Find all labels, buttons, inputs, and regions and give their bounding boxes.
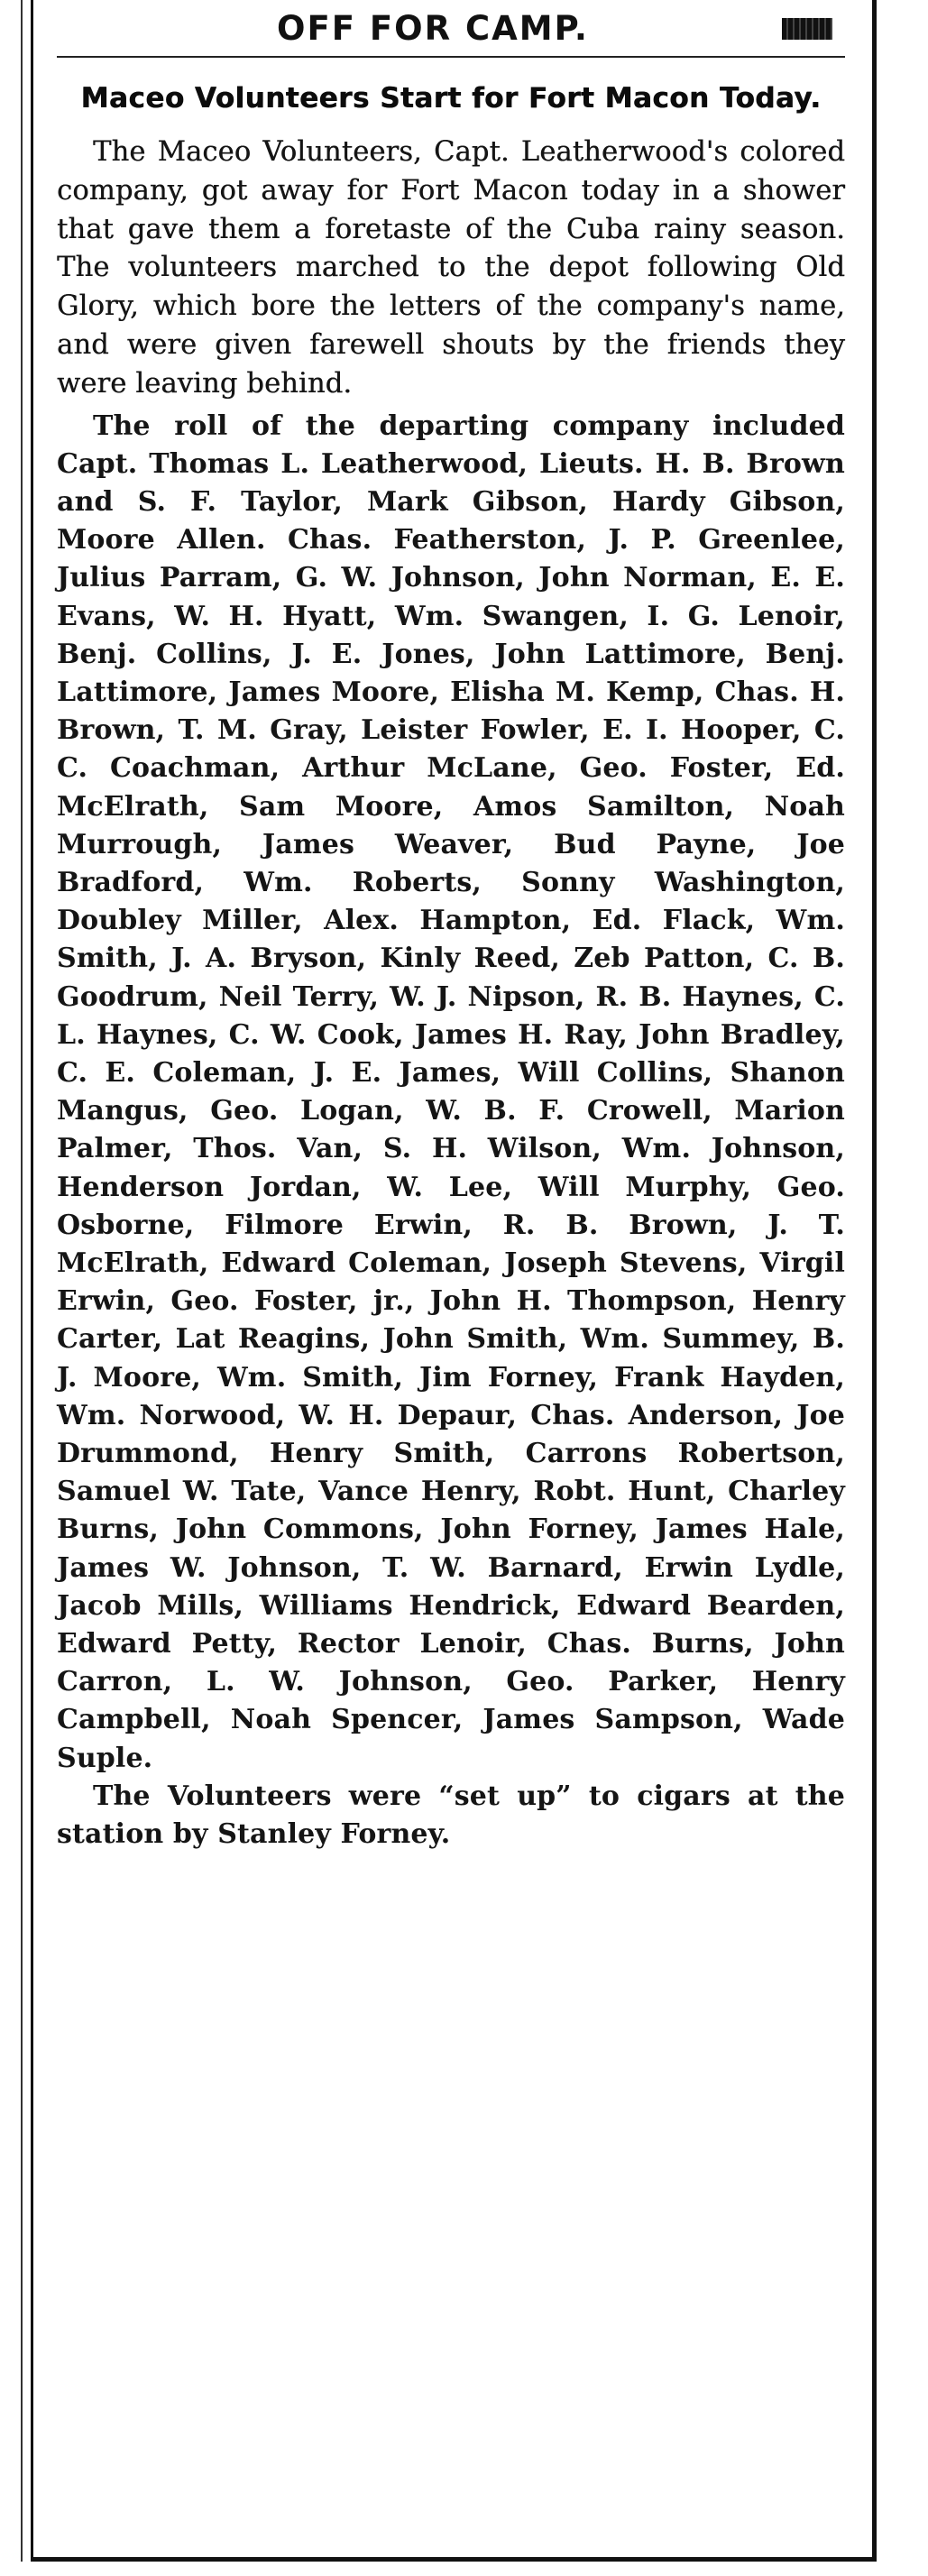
article-paragraph-roll: The roll of the departing company included Capt. Thomas L. Leatherwood, Lieuts. H. B. Brown and S. F. Taylor, Mark Gibson, Hardy Gibson, Moore Allen. Chas. Featherston, J. P. Greenlee, Julius Parram, G. W. Johnson, John Norman, E. E. Evans, W. H. Hyatt, Wm. Swangen, I. G. Lenoir, Benj. Collins, J. E. Jones, John Lattimore, Benj. Lattimore, James Moore, Elisha M. Kemp, Chas. H. Brown, T. M. Gray, Leister Fowler, E. I. Hooper, C. C. Coachman, Arthur McLane, Geo. Foster, Ed. McElrath, Sam Moore, Amos Samilton, Noah Murrough, James Weaver, Bud Payne, Joe Bradford, Wm. Roberts, Sonny Washington, Doubley Miller, Alex. Hampton, Ed. Flack, Wm. Smith, J. A. Bryson, Kinly Reed, Zeb Patton, C. B. Goodrum, Neil Terry, W. J. Nipson, R. B. Haynes, C. L. Haynes, C. W. Cook, James H. Ray, John Bradley, C. E. Coleman, J. E. James, Will Collins, Shanon Mangus, Geo. Logan, W. B. F. Crowell, Marion Palmer, Thos. Van, S. H. Wilson, Wm. Johnson, Henderson Jordan, W. Lee, Will Murphy, Geo. Osborne, Filmore Erwin, R. B. Brown, J. T. McElrath, Edward Coleman, Joseph Stevens, Virgil Erwin, Geo. Foster, jr., John H. Thompson, Henry Carter, Lat Reagins, John Smith, Wm. Summey, B. J. Moore, Wm. Smith, Jim Forney, Frank Hayden, Wm. Norwood, W. H. Depaur, Chas. Anderson, Joe Drummond, Henry Smith, Carrons Robertson, Samuel W. Tate, Vance Henry, Robt. Hunt, Charley Burns, John Commons, John Forney, James Hale, James W. Johnson, T. W. Barnard, Erwin Lydle, Jacob Mills, Williams Hendrick, Edward Bearden, Edward Petty, Rector Lenoir, Chas. Burns, John Carron, L. W. Johnson, Geo. Parker, Henry Campbell, Noah Spencer, James Sampson, Wade Suple. [57, 409, 845, 1774]
subheadline: Maceo Volunteers Start for Fort Macon Today. [80, 82, 822, 115]
newspaper-clipping [31, 0, 877, 2562]
headline: OFF FOR CAMP. [277, 8, 589, 48]
ornament-dingbat-icon [782, 18, 832, 40]
article-paragraph-intro: The Maceo Volunteers, Capt. Leatherwood's colored company, got away for Fort Macon today in a shower that gave them a foretaste of the Cuba rainy season. The volunteers marched to the depot following Old Glory, which bore the letters of the company's name, and were given farewell shouts by the friends they were leaving behind. [57, 136, 845, 400]
headline-row [57, 0, 845, 58]
article-paragraph-closing: The Volunteers were “set up” to cigars at the station by Stanley Forney. [57, 1780, 845, 1851]
